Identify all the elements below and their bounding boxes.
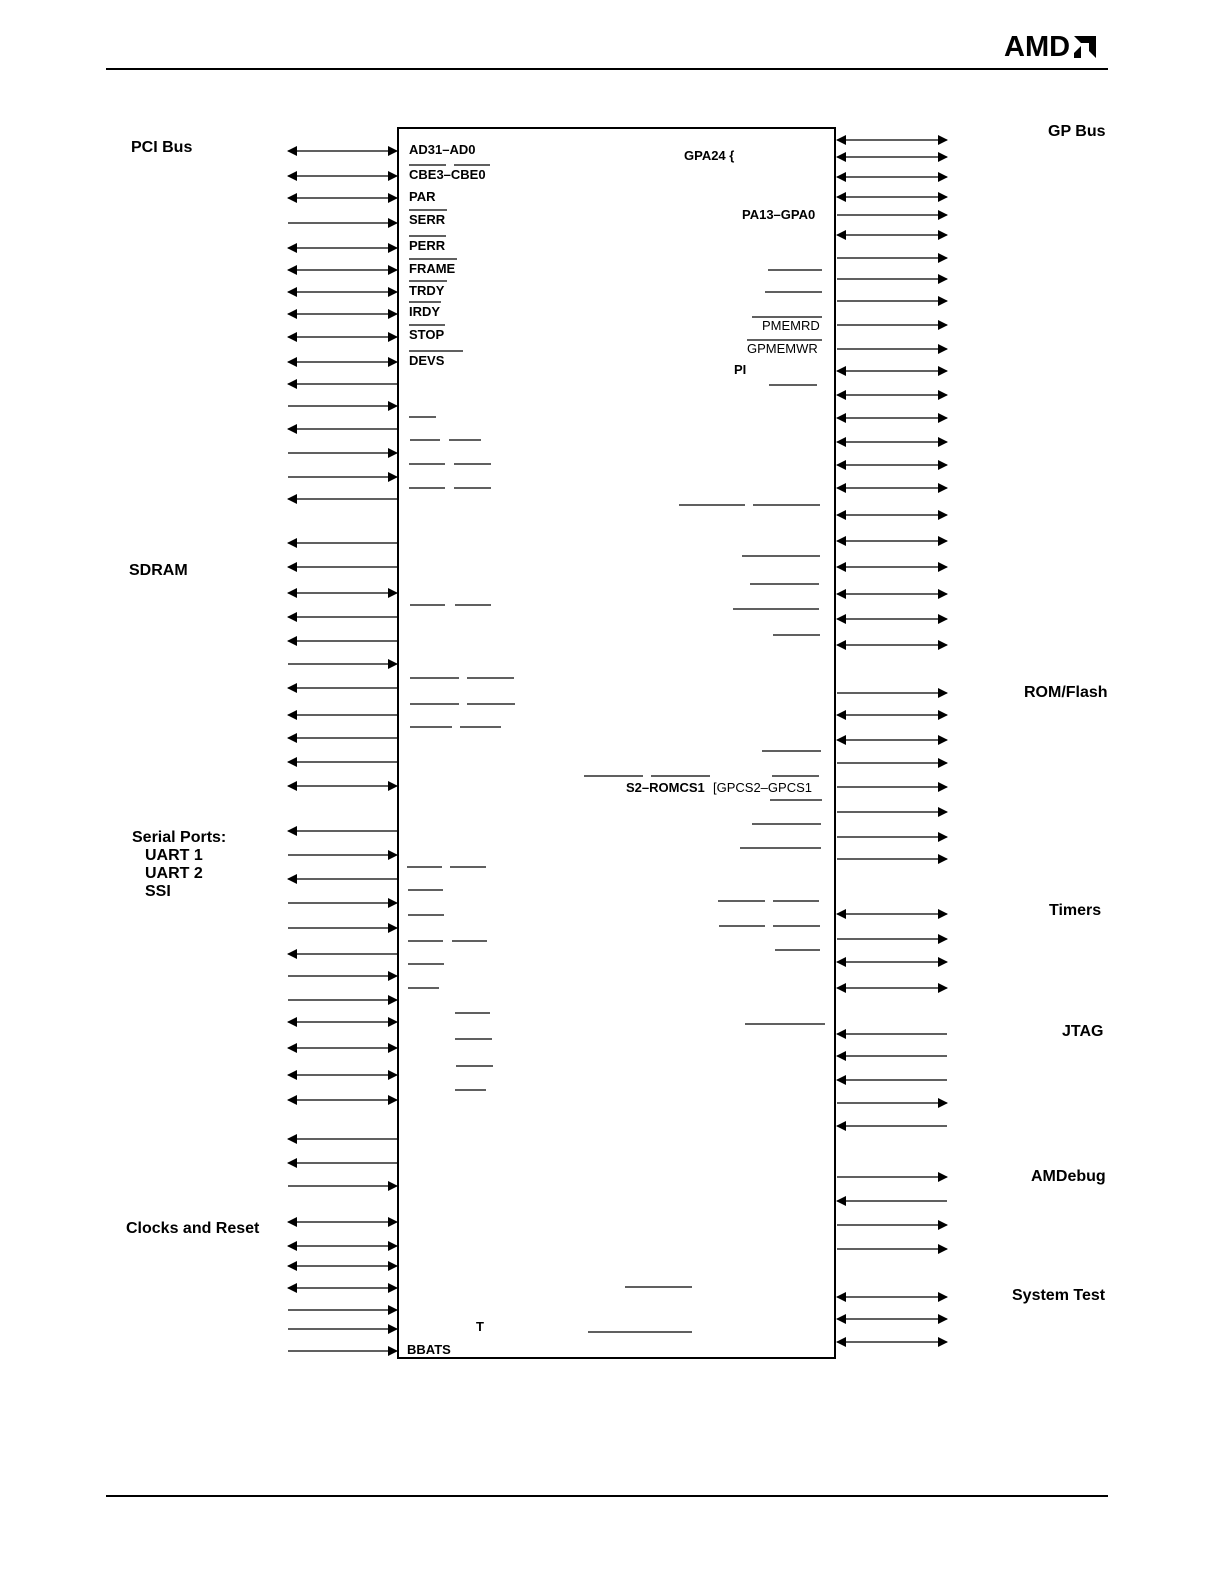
- pin-trdy: TRDY: [409, 283, 445, 298]
- pin-bbats: BBATS: [407, 1342, 451, 1357]
- pin-devs: DEVS: [409, 353, 445, 368]
- group-label-serial-ports: Serial Ports:: [132, 829, 227, 846]
- pin-cbe3-cbe0: CBE3–CBE0: [409, 167, 486, 182]
- pin-serr: SERR: [409, 212, 446, 227]
- pin-pa13-gpa0: PA13–GPA0: [742, 207, 816, 222]
- chip-block: [398, 128, 835, 1358]
- pin-pi: PI: [734, 362, 747, 377]
- pin-par: PAR: [409, 189, 436, 204]
- group-label-uart2: UART 2: [145, 865, 203, 882]
- pin-irdy: IRDY: [409, 304, 441, 319]
- pin-gpa24: GPA24 {: [684, 148, 735, 163]
- pin-pmemrd: PMEMRD: [762, 318, 820, 333]
- group-label-uart1: UART 1: [145, 847, 203, 864]
- pin-t: T: [476, 1319, 484, 1334]
- group-label-jtag: JTAG: [1062, 1023, 1104, 1040]
- pin-gpmemwr: GPMEMWR: [747, 341, 818, 356]
- group-label-ssi: SSI: [145, 883, 171, 900]
- right-signal-lines: [837, 140, 947, 1342]
- group-label-clocks-reset: Clocks and Reset: [126, 1220, 260, 1237]
- group-label-timers: Timers: [1049, 902, 1102, 919]
- pin-stop: STOP: [409, 327, 445, 342]
- pin-ad31-ad0: AD31–AD0: [409, 142, 476, 157]
- group-label-sdram: SDRAM: [129, 562, 188, 579]
- group-label-amdebug: AMDebug: [1031, 1168, 1106, 1185]
- logo-text: AMD: [1004, 30, 1071, 63]
- group-label-pci-bus: PCI Bus: [131, 139, 193, 156]
- left-signal-lines: [288, 151, 397, 1351]
- pin-frame: FRAME: [409, 261, 456, 276]
- group-label-rom-flash: ROM/Flash: [1024, 684, 1108, 701]
- pin-perr: PERR: [409, 238, 446, 253]
- group-label-gp-bus: GP Bus: [1048, 123, 1106, 140]
- pin-s2-romcs1: S2–ROMCS1: [626, 780, 705, 795]
- group-label-system-test: System Test: [1012, 1287, 1106, 1304]
- pin-gpcs2-gpcs1: [GPCS2–GPCS1: [713, 780, 812, 795]
